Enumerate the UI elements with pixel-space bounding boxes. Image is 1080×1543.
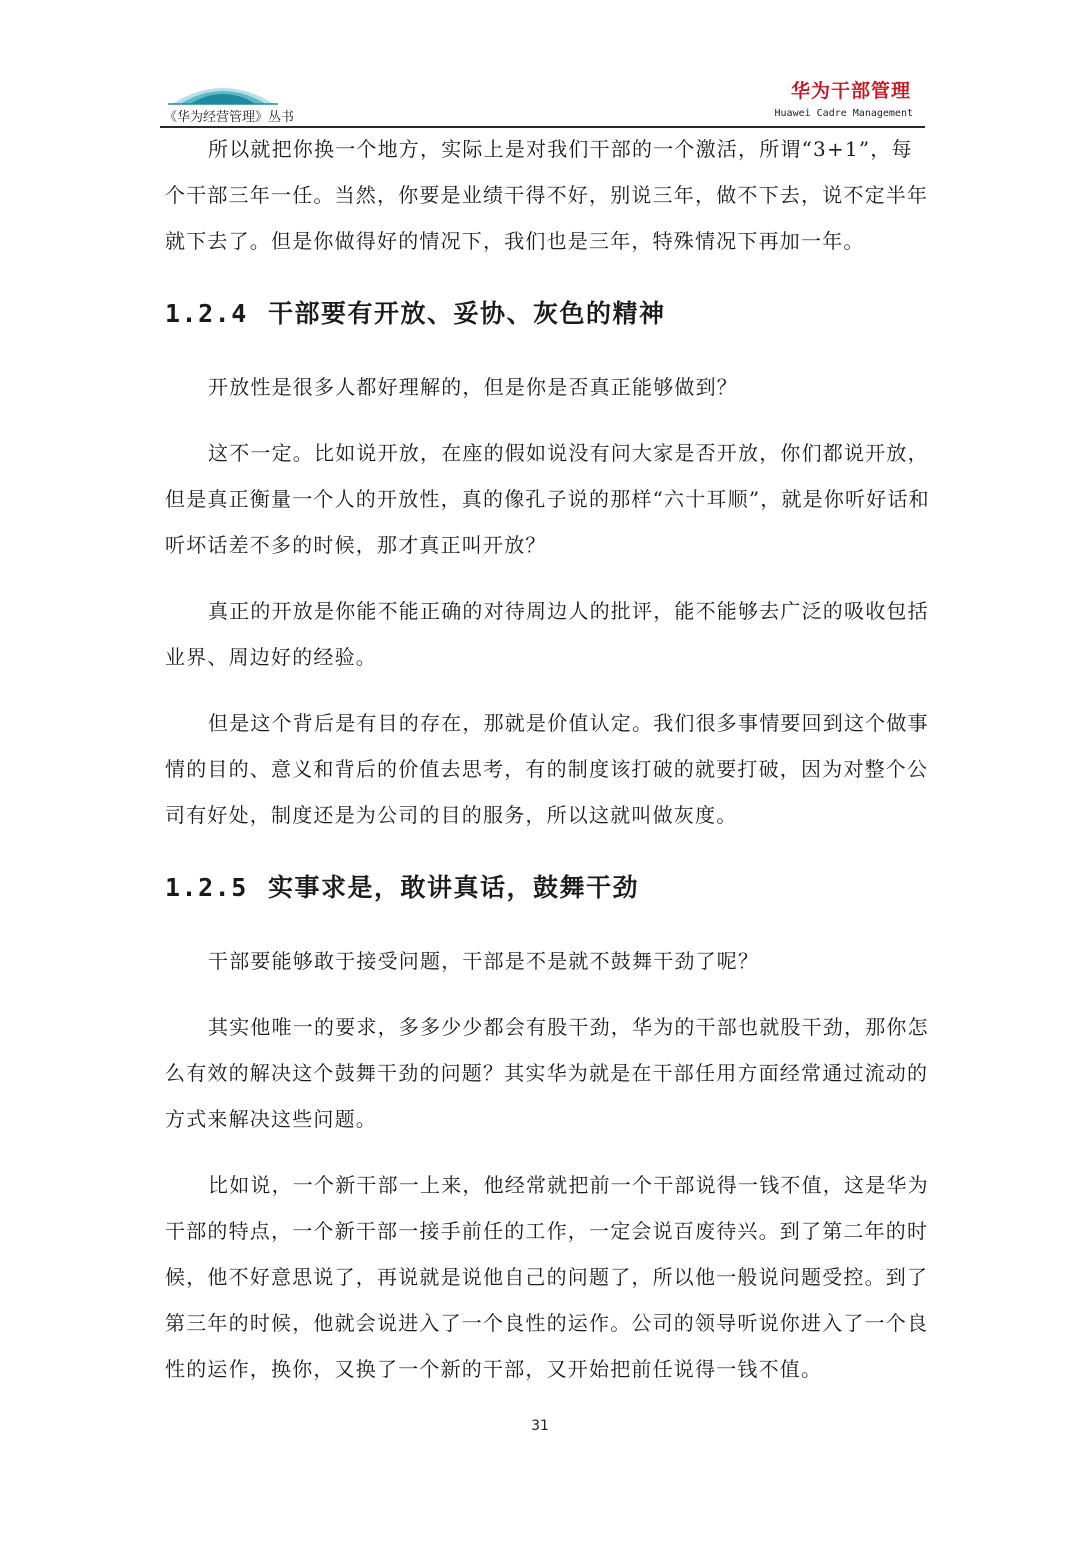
paragraph: 所以就把你换一个地方，实际上是对我们干部的一个激活，所谓“3+1”，每个干部三年一任。当然，你要是业绩干得不好，别说三年，做不下去，说不定半年就下去了。但是你做得好的情况下，我们也是三年，特殊情况下再加一年。: [165, 137, 929, 253]
section-heading-1-2-4: [165, 288, 930, 340]
paragraph: 但是这个背后是有目的存在，那就是价值认定。我们很多事情要回到这个做事情的目的、意义和背后的价值去思考，有的制度该打破的就要打破，因为对整个公司有好处，制度还是为公司的目的服务，所以这就叫做灰度。: [165, 711, 929, 827]
paragraph: 比如说，一个新干部一上来，他经常就把前一个干部说得一钱不值，这是华为干部的特点，一个新干部一接手前任的工作，一定会说百废待兴。到了第二年的时候，他不好意思说了，再说就是说他自己的问题了，所以他一般说问题受控。到了第三年的时候，他就会说进入了一个良性的运作。公司的领导听说你进入了一个良性的运作，换你，又换了一个新的干部，又开始把前任说得一钱不值。: [165, 1173, 929, 1381]
paragraph: 其实他唯一的要求，多多少少都会有股干劲，华为的干部也就股干劲，那你怎么有效的解决这个鼓舞干劲的问题？其实华为就是在干部任用方面经常通过流动的方式来解决这些问题。: [165, 1015, 929, 1131]
page-header: [160, 60, 925, 126]
page-number: 31: [531, 1418, 549, 1434]
section-title: 干部要有开放、妥协、灰色的精神: [268, 299, 666, 328]
section-number: 1.2.5: [165, 873, 248, 902]
section-title: 实事求是，敢讲真话，鼓舞干劲: [268, 873, 640, 902]
series-title: 《华为经营管理》丛书: [164, 110, 295, 125]
section-number: 1.2.4: [165, 299, 248, 328]
page-content: [165, 126, 930, 1392]
section-heading-1-2-5: [165, 862, 930, 914]
brand-title-en: Huawei Cadre Management: [774, 108, 913, 119]
paragraph: 干部要能够敢于接受问题，干部是不是就不鼓舞干劲了呢？: [208, 949, 760, 973]
paragraph: 开放性是很多人都好理解的，但是你是否真正能够做到？: [208, 375, 738, 399]
series-logo-icon: [168, 74, 278, 106]
paragraph: 真正的开放是你能不能正确的对待周边人的批评，能不能够去广泛的吸收包括业界、周边好的经验。: [165, 599, 929, 669]
paragraph: 这不一定。比如说开放，在座的假如说没有问大家是否开放，你们都说开放，但是真正衡量一个人的开放性，真的像孔子说的那样“六十耳顺”，就是你听好话和听坏话差不多的时候，那才真正叫开放？: [165, 441, 930, 557]
brand-title-cn: 华为干部管理: [790, 80, 911, 102]
